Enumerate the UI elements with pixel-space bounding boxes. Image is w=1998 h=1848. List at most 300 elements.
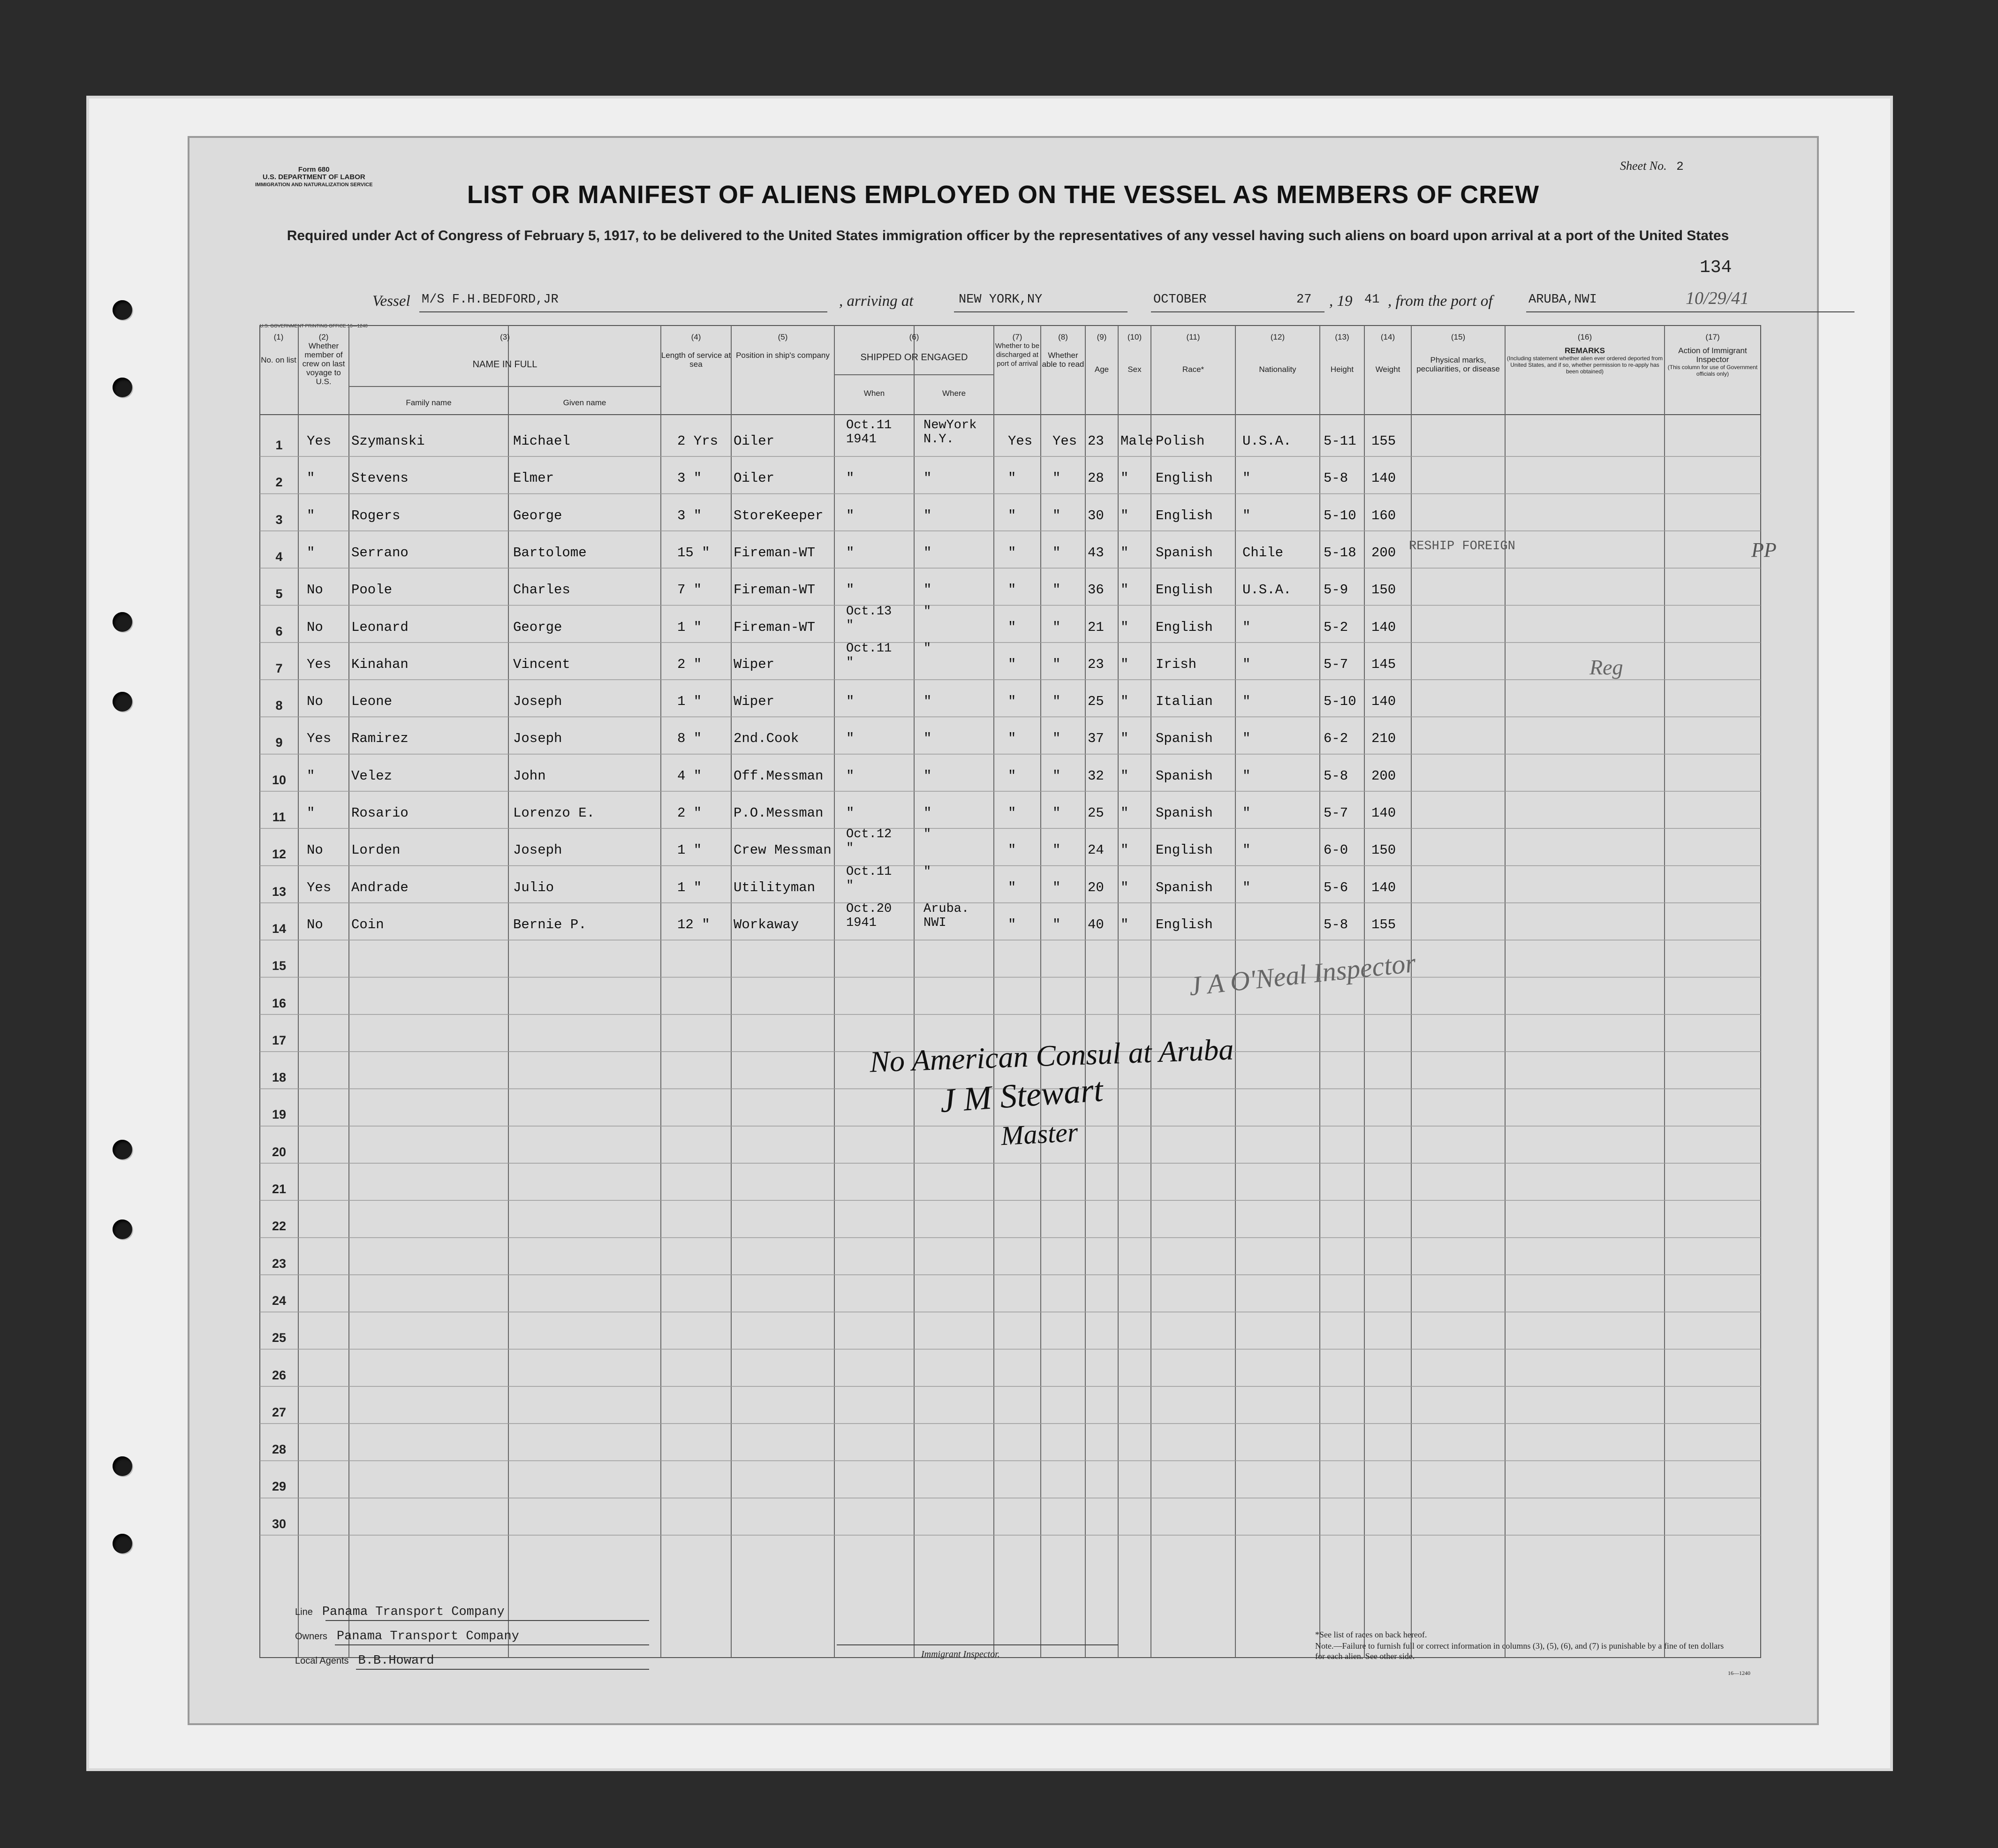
inspector-signature: J A O'Neal Inspector [1187,947,1417,1002]
nationality-cell: Chile [1242,545,1284,560]
shipped-when-cell: Oct.20 [846,901,892,916]
family-name-cell: Kinahan [351,656,409,672]
position-cell: P.O.Messman [734,805,824,821]
given-name-cell: Joseph [513,694,562,710]
discharge-cell: " [1008,805,1016,821]
read-cell: " [1052,916,1061,932]
height-cell: 5-8 [1324,916,1348,932]
shipped-when-cell: " [846,768,855,784]
weight-cell: 200 [1371,768,1396,784]
family-name-cell: Velez [351,768,393,784]
action-cell: PP [1751,538,1777,561]
family-name-header: Family name [406,398,452,407]
binder-hole [113,692,132,712]
race-cell: Polish [1156,433,1205,449]
row-number: 9 [275,735,283,750]
given-name-cell: George [513,507,562,523]
row-number: 11 [272,810,286,824]
row-number: 30 [272,1516,287,1531]
family-name-cell: Stevens [351,470,409,486]
prev-voyage-cell: No [307,694,323,710]
owners-underline [335,1644,649,1645]
race-cell: Spanish [1156,768,1213,784]
shipped-when-cell: Oct.11 [846,641,892,656]
weight-cell: 140 [1371,470,1396,486]
col-4-header: (4) Length of service at sea [661,333,731,369]
binder-hole [113,612,132,632]
prev-voyage-cell: Yes [307,879,332,895]
position-cell: Wiper [734,656,775,672]
age-cell: 23 [1088,433,1104,449]
family-name-cell: Lorden [351,842,401,858]
sex-cell: " [1120,916,1129,932]
age-cell: 23 [1088,656,1104,672]
manifest-grid [189,138,1817,1723]
shipped-when-cell: " [846,507,855,523]
height-cell: 5-11 [1324,433,1356,449]
shipped-where-cell: " [923,864,931,879]
shipped-when-cell: " [846,470,855,486]
service-length-cell: 2 " [677,656,702,672]
master-title: Master [1000,1116,1079,1151]
weight-cell: 140 [1371,805,1396,821]
service-length-cell: 15 " [677,545,710,560]
family-name-cell: Poole [351,582,393,598]
arriving-label: , arriving at [839,293,914,310]
race-cell: English [1156,507,1213,523]
prev-voyage-cell: No [307,619,323,635]
race-cell: English [1156,916,1213,932]
height-cell: 6-2 [1324,731,1348,747]
service-length-cell: 1 " [677,879,702,895]
read-cell: " [1052,805,1061,821]
weight-cell: 155 [1371,433,1396,449]
arrival-year: 41 [1364,293,1380,307]
height-cell: 5-10 [1324,694,1356,710]
service-length-cell: 8 " [677,731,702,747]
nationality-cell: " [1242,694,1251,710]
col-17-header: (17) Action of Immigrant Inspector (This column for use of Government officials only) [1667,333,1758,377]
row-number: 1 [275,438,283,452]
discharge-cell: " [1008,656,1016,672]
sex-cell: " [1120,582,1129,598]
read-cell: Yes [1052,433,1077,449]
discharge-cell: " [1008,582,1016,598]
discharge-cell: " [1008,916,1016,932]
col-11-header: (11) Race* [1182,333,1204,374]
position-cell: Crew Messman [734,842,832,858]
nationality-cell: " [1242,619,1251,635]
shipped-when-cell: Oct.11 [846,864,892,879]
consul-note: No American Consul at Aruba [869,1032,1234,1079]
race-cell: Italian [1156,694,1213,710]
row-number: 8 [275,698,283,713]
race-cell: Irish [1156,656,1197,672]
age-cell: 24 [1088,842,1104,858]
discharge-cell: " [1008,768,1016,784]
position-cell: Fireman-WT [734,545,816,560]
stamp-number: 134 [1700,258,1732,278]
age-cell: 28 [1088,470,1104,486]
col-10-header: (10) Sex [1127,333,1142,374]
shipped-when-cell: " [846,582,855,598]
height-cell: 5-8 [1324,470,1348,486]
col-2-header: (2) Whether member of crew on last voyage to U.S. [302,333,345,386]
binder-hole [113,1219,132,1239]
binder-hole [113,1456,132,1476]
shipped-where-cell: " [923,641,931,656]
owners-label: Owners [295,1631,327,1642]
height-cell: 5-7 [1324,805,1348,821]
weight-cell: 140 [1371,694,1396,710]
read-cell: " [1052,507,1061,523]
service-length-cell: 2 Yrs [677,433,719,449]
discharge-cell: " [1008,842,1016,858]
height-cell: 6-0 [1324,842,1348,858]
line-label: Line [295,1607,313,1617]
row-number: 22 [272,1219,287,1234]
shipped-when-line2: " [846,618,854,633]
line-value: Panama Transport Company [322,1605,505,1619]
given-name-cell: George [513,619,562,635]
given-name-header: Given name [563,398,606,407]
sex-cell: " [1120,805,1129,821]
row-number: 15 [272,959,287,973]
weight-cell: 140 [1371,879,1396,895]
service-length-cell: 1 " [677,619,702,635]
discharge-cell: " [1008,619,1016,635]
sheet-label: Sheet No. [1620,159,1667,173]
given-name-cell: John [513,768,546,784]
nationality-cell: U.S.A. [1242,433,1292,449]
shipped-when-line2: " [846,879,854,893]
given-name-cell: Joseph [513,731,562,747]
owners-field [295,1629,519,1644]
weight-cell: 145 [1371,656,1396,672]
family-name-cell: Szymanski [351,433,425,449]
line-field [295,1605,505,1619]
shipped-where-cell: " [923,731,932,747]
weight-cell: 200 [1371,545,1396,560]
age-cell: 37 [1088,731,1104,747]
remark-initials: Reg [1589,655,1623,679]
prev-voyage-cell: No [307,916,323,932]
prev-voyage-cell: " [307,470,315,486]
prev-voyage-cell: " [307,507,315,523]
row-number: 10 [272,773,287,787]
discharge-cell: " [1008,879,1016,895]
sex-cell: " [1120,768,1129,784]
nationality-cell: " [1242,768,1251,784]
sex-cell: " [1120,545,1129,560]
sex-cell: " [1120,694,1129,710]
race-note: *See list of races on back hereof. [1315,1630,1427,1639]
row-number: 26 [272,1368,287,1382]
position-cell: Fireman-WT [734,582,816,598]
row-number: 3 [275,512,283,527]
shipped-where-cell: " [923,507,932,523]
row-number: 17 [272,1033,287,1047]
service-length-cell: 3 " [677,470,702,486]
weight-cell: 140 [1371,619,1396,635]
department: U.S. DEPARTMENT OF LABOR [262,173,365,181]
sex-cell: Male [1120,433,1153,449]
sex-cell: " [1120,842,1129,858]
family-name-cell: Andrade [351,879,409,895]
binder-hole [113,378,132,397]
row-number: 19 [272,1107,287,1122]
height-cell: 5-2 [1324,619,1348,635]
remarks-cell: RESHIP FOREIGN [1409,539,1515,553]
col-15-header: (15) Physical marks, peculiarities, or disease [1416,333,1500,373]
age-cell: 36 [1088,582,1104,598]
agents-label: Local Agents [295,1656,349,1666]
prev-voyage-cell: No [307,582,323,598]
family-name-cell: Coin [351,916,384,932]
weight-cell: 150 [1371,582,1396,598]
shipped-where-cell: NewYork [923,418,977,432]
read-cell: " [1052,582,1061,598]
row-number: 29 [272,1479,287,1494]
row-number: 14 [272,921,287,936]
family-name-cell: Rosario [351,805,409,821]
given-name-cell: Bernie P. [513,916,587,932]
position-cell: Workaway [734,916,799,932]
arrival-port: NEW YORK,NY [959,293,1043,307]
discharge-cell: " [1008,545,1016,560]
shipped-when-line2: 1941 [846,432,877,447]
line-underline [325,1620,649,1621]
sex-cell: " [1120,879,1129,895]
col-16-header: (16) REMARKS (Including statement whether alien ever ordered deported from United States, and if so, whether permission to re-apply has been obtained) [1506,333,1663,375]
row-number: 28 [272,1442,287,1457]
row-number: 25 [272,1331,287,1345]
prev-voyage-cell: " [307,768,315,784]
race-cell: English [1156,619,1213,635]
discharge-cell: Yes [1008,433,1033,449]
prev-voyage-cell: " [307,545,315,560]
given-name-cell: Elmer [513,470,554,486]
nationality-cell: " [1242,842,1251,858]
read-cell: " [1052,545,1061,560]
race-cell: Spanish [1156,879,1213,895]
col-8-header: (8) Whether able to read [1042,333,1084,369]
nationality-cell: " [1242,470,1251,486]
shipped-when-line2: 1941 [846,916,877,930]
master-signature: J M Stewart [938,1070,1105,1120]
nationality-cell: " [1242,805,1251,821]
given-name-cell: Vincent [513,656,570,672]
inspector-underline [837,1644,1118,1645]
shipped-where-line2: NWI [923,916,946,930]
agents-underline [356,1669,649,1670]
col-3-header: (3) NAME IN FULL [472,333,537,370]
weight-cell: 210 [1371,731,1396,747]
row-number: 4 [275,549,283,564]
sex-cell: " [1120,656,1129,672]
given-name-cell: Julio [513,879,554,895]
row-number: 18 [272,1070,287,1085]
discharge-cell: " [1008,507,1016,523]
age-cell: 40 [1088,916,1104,932]
when-header: When [863,389,885,398]
shipped-when-cell: " [846,545,855,560]
position-cell: Oiler [734,433,775,449]
nationality-cell: " [1242,656,1251,672]
read-cell: " [1052,656,1061,672]
shipped-where-cell: " [923,694,932,710]
race-cell: Spanish [1156,805,1213,821]
vessel-label: Vessel [372,293,410,310]
col-12-header: (12) Nationality [1259,333,1296,374]
height-cell: 5-8 [1324,768,1348,784]
nationality-cell: " [1242,731,1251,747]
prev-voyage-cell: Yes [307,731,332,747]
binder-hole [113,300,132,320]
age-cell: 32 [1088,768,1104,784]
service-length-cell: 1 " [677,694,702,710]
form-number: Form 680 [298,166,330,174]
handwritten-date: 10/29/41 [1686,288,1749,308]
departure-port: ARUBA,NWI [1529,293,1597,307]
family-name-cell: Leone [351,694,393,710]
age-cell: 20 [1088,879,1104,895]
prev-voyage-cell: " [307,805,315,821]
given-name-cell: Michael [513,433,570,449]
discharge-cell: " [1008,731,1016,747]
row-number: 27 [272,1405,287,1419]
shipped-when-line2: " [846,841,854,856]
sex-cell: " [1120,731,1129,747]
service-length-cell: 4 " [677,768,702,784]
shipped-where-cell: " [923,805,932,821]
given-name-cell: Lorenzo E. [513,805,595,821]
col-6-header: (6) SHIPPED OR ENGAGED [860,333,968,363]
nationality-cell: U.S.A. [1242,582,1292,598]
shipped-where-cell: " [923,470,932,486]
row-number: 5 [275,587,283,601]
col-13-header: (13) Height [1330,333,1354,374]
race-cell: Spanish [1156,545,1213,560]
family-name-cell: Rogers [351,507,401,523]
shipped-when-cell: " [846,731,855,747]
race-cell: English [1156,582,1213,598]
where-header: Where [942,389,966,398]
sex-cell: " [1120,470,1129,486]
race-cell: Spanish [1156,731,1213,747]
position-cell: StoreKeeper [734,507,824,523]
age-cell: 25 [1088,694,1104,710]
service: IMMIGRATION AND NATURALIZATION SERVICE [255,182,373,188]
read-cell: " [1052,619,1061,635]
row-number: 20 [272,1144,287,1159]
inspector-label: Immigrant Inspector. [921,1649,1000,1659]
page-title: LIST OR MANIFEST OF ALIENS EMPLOYED ON THE VESSEL AS MEMBERS OF CREW [467,181,1540,209]
read-cell: " [1052,731,1061,747]
discharge-cell: " [1008,694,1016,710]
shipped-where-cell: " [923,582,932,598]
shipped-where-cell: " [923,768,932,784]
position-cell: Oiler [734,470,775,486]
shipped-when-cell: Oct.13 [846,604,892,619]
printing-office: U.S. GOVERNMENT PRINTING OFFICE 16—1240 [260,324,368,329]
row-number: 12 [272,847,287,862]
position-cell: Utilityman [734,879,816,895]
weight-cell: 155 [1371,916,1396,932]
year-prefix: , 19 [1329,293,1353,310]
row-number: 24 [272,1293,287,1308]
page-subtitle: Required under Act of Congress of February 5, 1917, to be delivered to the United States immigration officer by the representatives of any vessel having such aliens on board upon arrival at a port of the United States [287,228,1729,243]
service-length-cell: 2 " [677,805,702,821]
position-cell: Off.Messman [734,768,824,784]
manifest-sheet [188,136,1819,1725]
height-cell: 5-6 [1324,879,1348,895]
shipped-where-cell: Aruba. [923,901,969,916]
age-cell: 43 [1088,545,1104,560]
shipped-where-cell: " [923,827,931,842]
col-14-header: (14) Weight [1375,333,1400,374]
print-code: 16—1240 [1728,1670,1750,1676]
position-cell: 2nd.Cook [734,731,799,747]
service-length-cell: 1 " [677,842,702,858]
nationality-cell: " [1242,507,1251,523]
height-cell: 5-10 [1324,507,1356,523]
read-cell: " [1052,842,1061,858]
family-name-cell: Ramirez [351,731,409,747]
read-cell: " [1052,879,1061,895]
binder-hole [113,1140,132,1159]
nationality-cell: " [1242,879,1251,895]
service-length-cell: 7 " [677,582,702,598]
prev-voyage-cell: No [307,842,323,858]
agents-field [295,1654,434,1668]
prev-voyage-cell: Yes [307,433,332,449]
col-9-header: (9) Age [1094,333,1109,374]
col-5-header: (5) Position in ship's company [736,333,830,360]
given-name-cell: Joseph [513,842,562,858]
arrival-day: 27 [1296,293,1312,307]
weight-cell: 160 [1371,507,1396,523]
race-cell: English [1156,842,1213,858]
row-number: 23 [272,1256,287,1271]
prev-voyage-cell: Yes [307,656,332,672]
shipped-when-cell: Oct.12 [846,827,892,842]
sex-cell: " [1120,619,1129,635]
read-cell: " [1052,768,1061,784]
given-name-cell: Bartolome [513,545,587,560]
age-cell: 25 [1088,805,1104,821]
shipped-when-line2: " [846,655,854,670]
service-length-cell: 12 " [677,916,710,932]
family-name-cell: Serrano [351,545,409,560]
read-cell: " [1052,470,1061,486]
read-cell: " [1052,694,1061,710]
race-cell: English [1156,470,1213,486]
shipped-where-cell: " [923,545,932,560]
owners-value: Panama Transport Company [336,1629,519,1644]
family-name-cell: Leonard [351,619,409,635]
weight-cell: 150 [1371,842,1396,858]
row-number: 6 [275,624,283,638]
age-cell: 21 [1088,619,1104,635]
sheet-value: 2 [1676,159,1684,174]
vessel-name: M/S F.H.BEDFORD,JR [422,293,559,307]
age-cell: 30 [1088,507,1104,523]
position-cell: Wiper [734,694,775,710]
height-cell: 5-9 [1324,582,1348,598]
shipped-when-cell: Oct.11 [846,418,892,432]
height-cell: 5-18 [1324,545,1356,560]
